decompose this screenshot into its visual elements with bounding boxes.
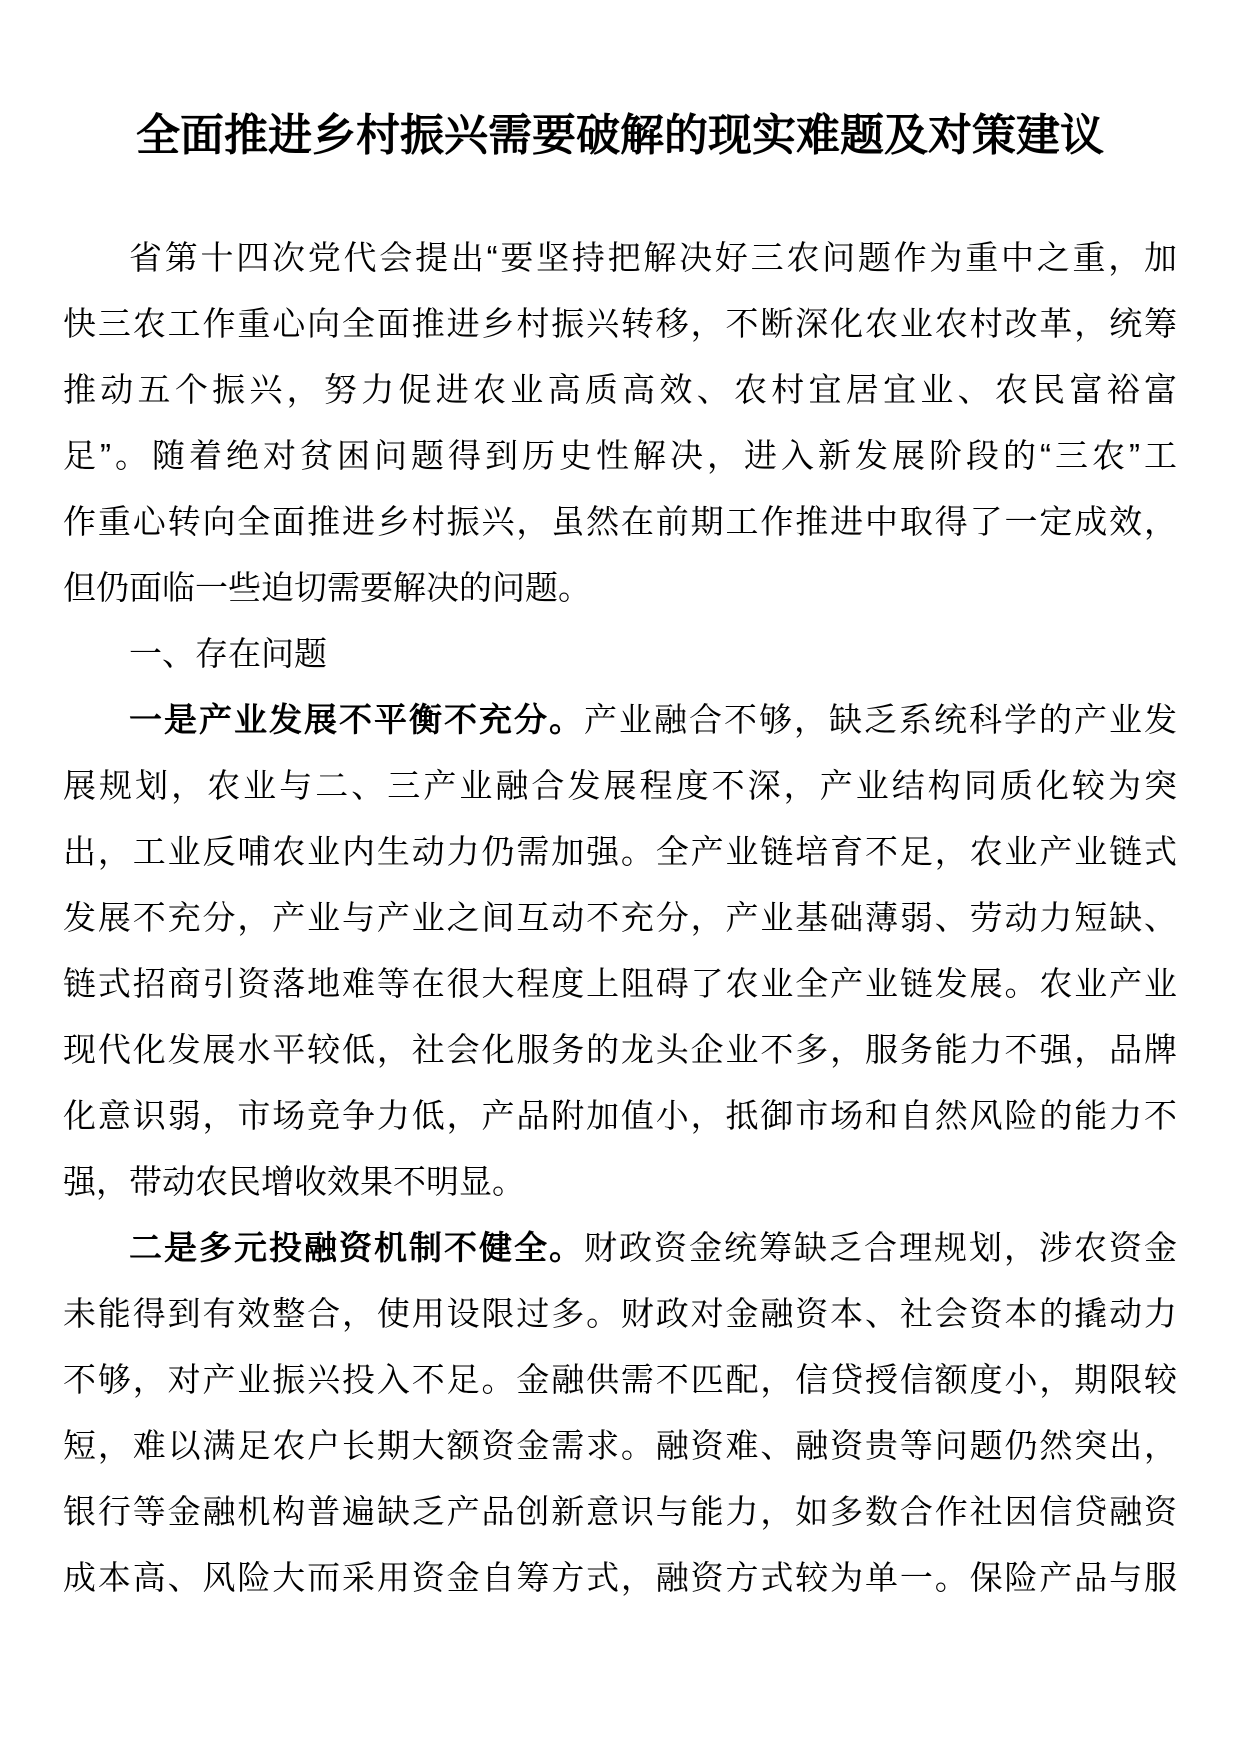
paragraph-line: 快三农工作重心向全面推进乡村振兴转移，不断深化农业农村改革，统筹 (63, 305, 1177, 342)
paragraph-lead: 二是多元投融资机制不健全。 (129, 1229, 584, 1266)
paragraph-lead: 一是产业发展不平衡不充分。 (129, 701, 584, 738)
paragraph-text: 财政资金统筹缺乏合理规划，涉农资金 (584, 1229, 1177, 1266)
paragraph-line: 不够，对产业振兴投入不足。金融供需不匹配，信贷授信额度小，期限较 (63, 1361, 1177, 1398)
paragraph-text: 产业融合不够，缺乏系统科学的产业发 (584, 701, 1177, 738)
paragraph-line: 但仍面临一些迫切需要解决的问题。 (63, 569, 591, 606)
paragraph-line (63, 687, 1177, 753)
document-title: 全面推进乡村振兴需要破解的现实难题及对策建议 (136, 111, 1104, 160)
paragraph-line: 出，工业反哺农业内生动力仍需加强。全产业链培育不足，农业产业链式 (63, 833, 1177, 870)
problem-2-paragraph (63, 1215, 1177, 1611)
paragraph-line: 足”。随着绝对贫困问题得到历史性解决，进入新发展阶段的“三农”工 (63, 437, 1177, 474)
paragraph-line (63, 1215, 1177, 1281)
paragraph-line: 短，难以满足农户长期大额资金需求。融资难、融资贵等问题仍然突出， (63, 1427, 1177, 1464)
paragraph-line: 发展不充分，产业与产业之间互动不充分，产业基础薄弱、劳动力短缺、 (63, 899, 1177, 936)
paragraph-line: 成本高、风险大而采用资金自筹方式，融资方式较为单一。保险产品与服 (63, 1559, 1177, 1596)
paragraph-line: 银行等金融机构普遍缺乏产品创新意识与能力，如多数合作社因信贷融资 (63, 1493, 1177, 1530)
paragraph-line: 化意识弱，市场竞争力低，产品附加值小，抵御市场和自然风险的能力不 (63, 1097, 1177, 1134)
paragraph-line: 强，带动农民增收效果不明显。 (63, 1163, 525, 1200)
problem-1-paragraph (63, 687, 1177, 1215)
paragraph-line: 省第十四次党代会提出“要坚持把解决好三农问题作为重中之重，加 (129, 239, 1177, 276)
paragraph-line: 未能得到有效整合，使用设限过多。财政对金融资本、社会资本的撬动力 (63, 1295, 1177, 1332)
intro-paragraph (63, 225, 1177, 621)
paragraph-line: 链式招商引资落地难等在很大程度上阻碍了农业全产业链发展。农业产业 (63, 965, 1177, 1002)
paragraph-line: 推动五个振兴，努力促进农业高质高效、农村宜居宜业、农民富裕富 (63, 371, 1177, 408)
paragraph-line: 展规划，农业与二、三产业融合发展程度不深，产业结构同质化较为突 (63, 767, 1177, 804)
paragraph-line: 作重心转向全面推进乡村振兴，虽然在前期工作推进中取得了一定成效， (63, 503, 1177, 540)
paragraph-line: 现代化发展水平较低，社会化服务的龙头企业不多，服务能力不强，品牌 (63, 1031, 1177, 1068)
section-heading: 一、存在问题 (129, 635, 327, 672)
